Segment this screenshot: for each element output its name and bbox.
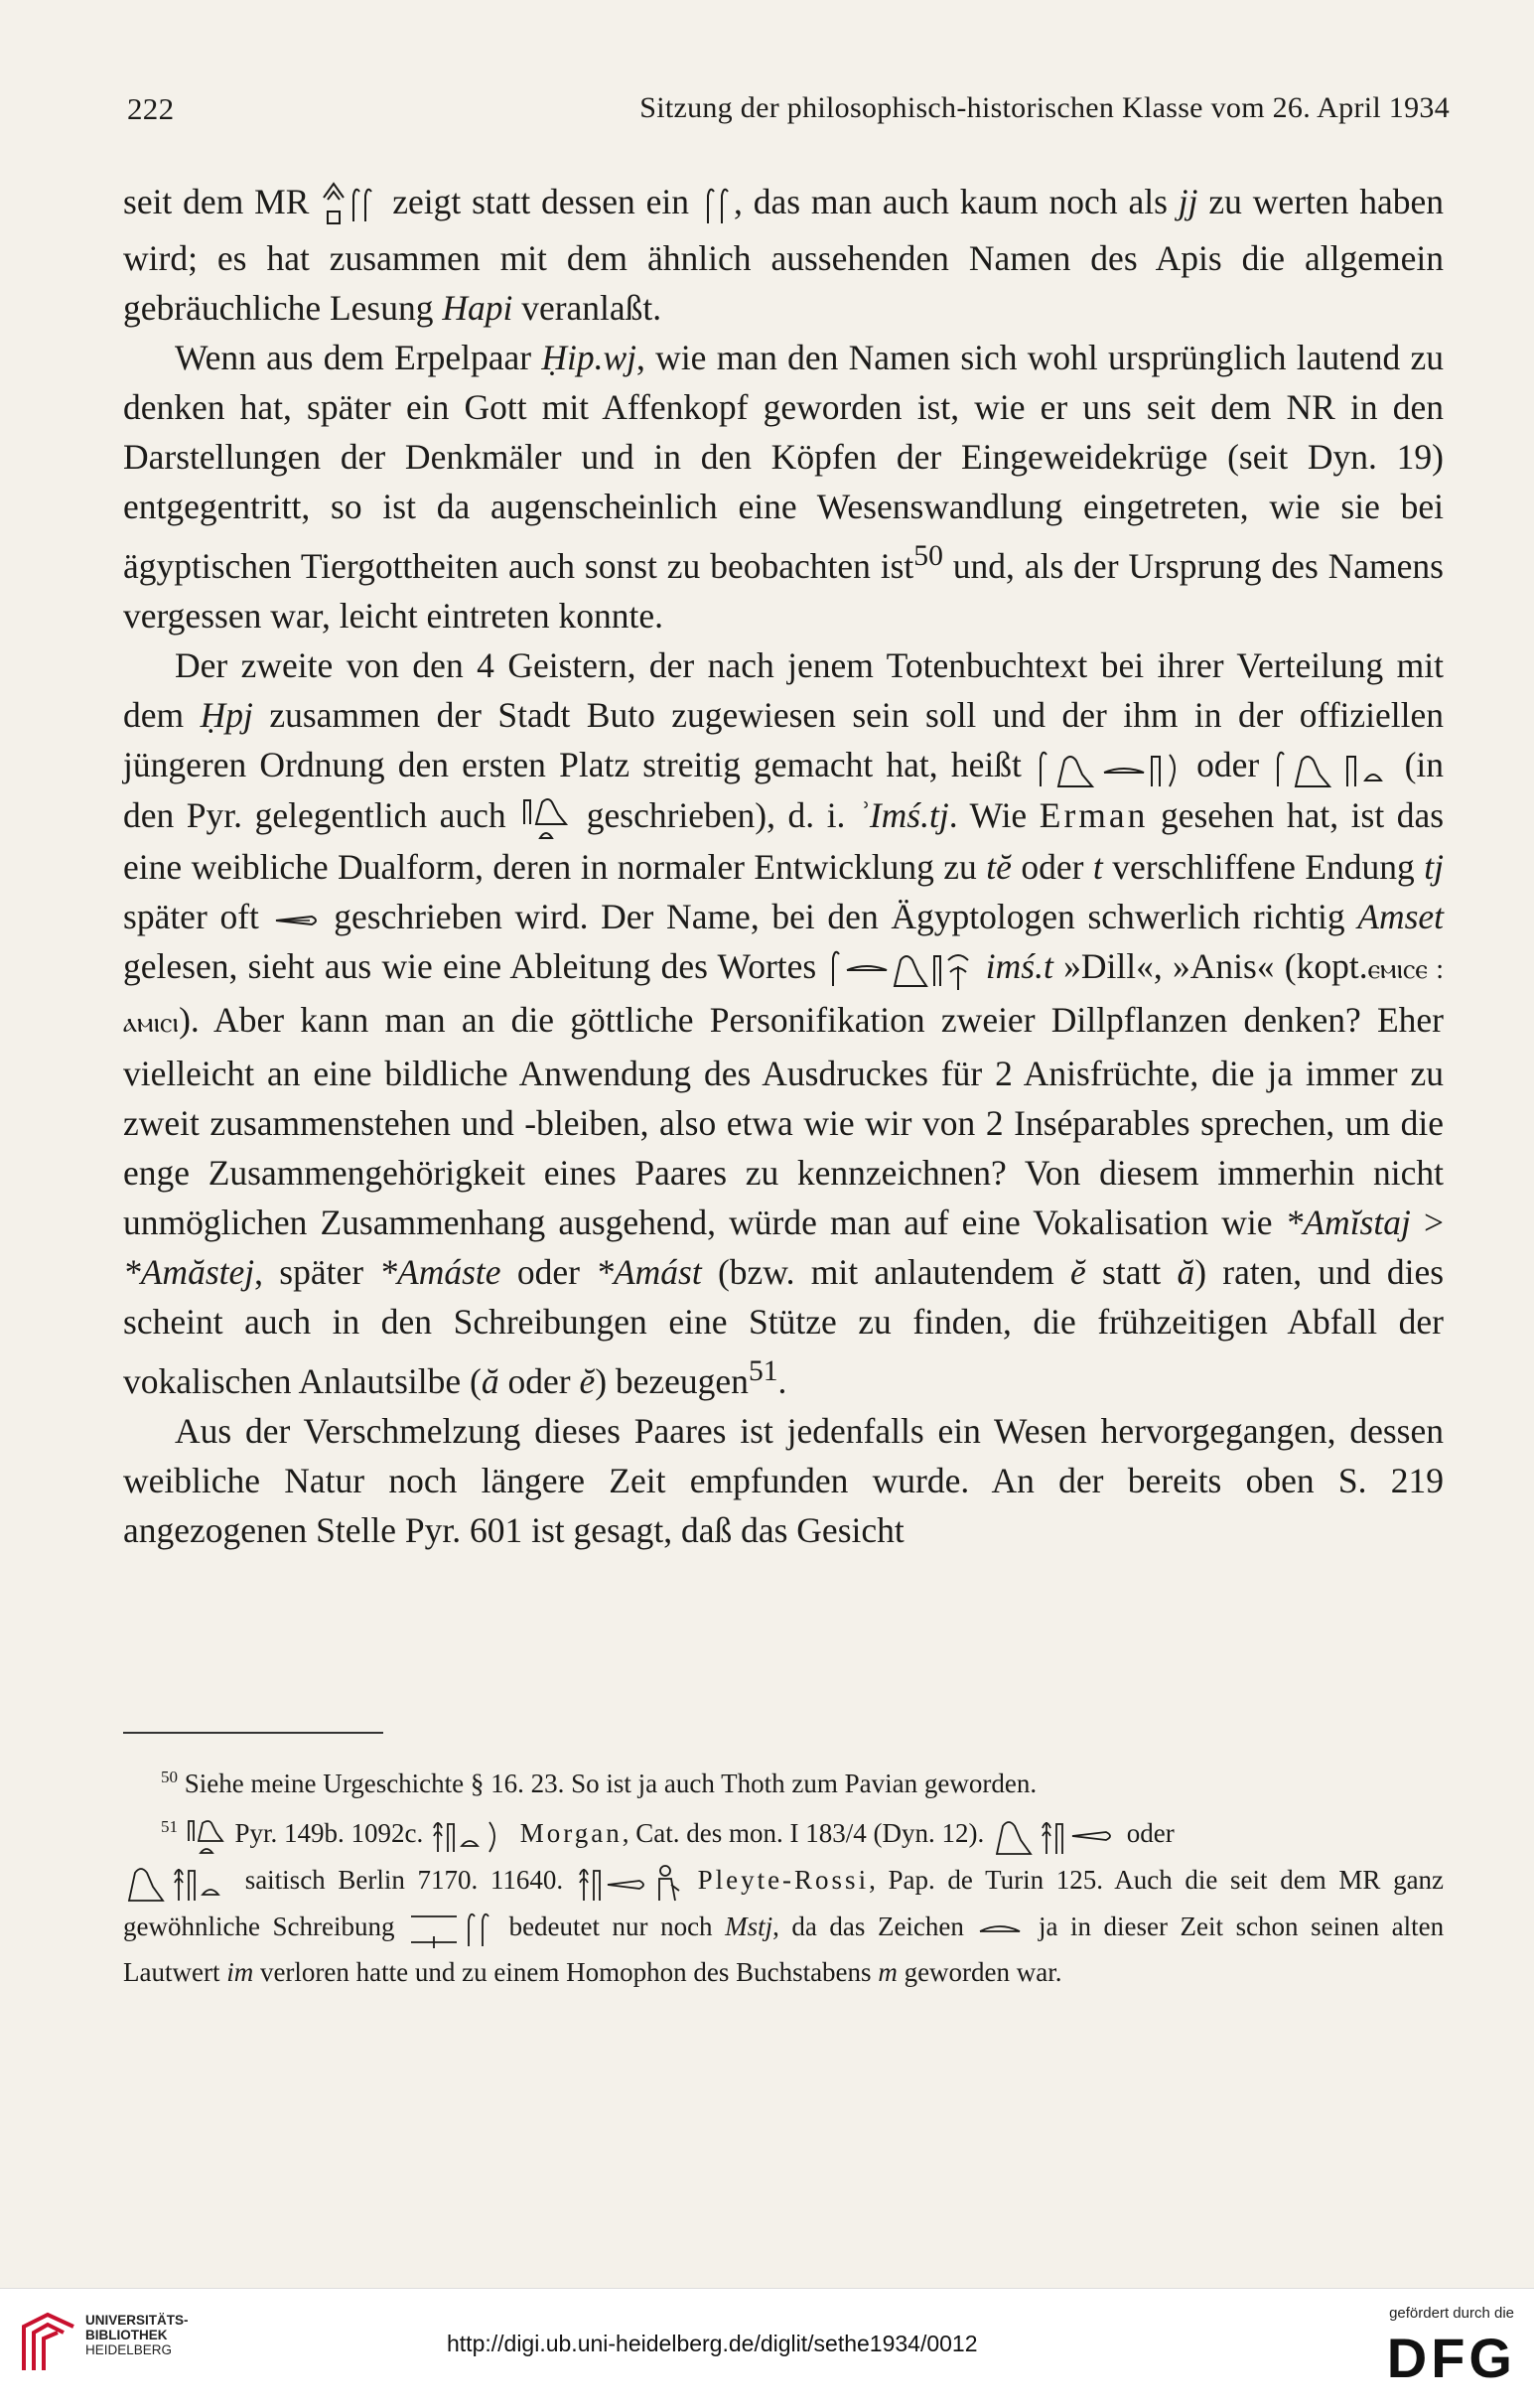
text-span: (in den Pyr. gelegentlich auch [123,744,1445,835]
footnote-text: ja in dieser Zeit schon seinen alten Lautwert [123,1911,1445,1988]
text-span: zeigt statt dessen ein [392,182,690,221]
footnote-text: bedeutet nur noch [508,1911,713,1941]
library-name [85,2313,189,2357]
footnotes [123,1756,1444,1994]
text-span: veranlaßt. [521,287,662,328]
footnote-ref: 50 [913,539,943,572]
text-span: und, als der Ursprung des Namens vergessen war, leicht eintreten konnte. [123,545,1444,636]
main-text [123,177,1444,1555]
text-span: , das man auch kaum noch als [733,182,1168,221]
library-name-line: HEIDELBERG [85,2342,173,2357]
author-name: Pleyte-Rossi [697,1864,870,1895]
italic-term: ʾImś.tj [858,794,949,835]
footnote-number: 51 [161,1817,178,1836]
italic-term: m [878,1957,898,1988]
library-logo-icon [18,2311,79,2376]
hieroglyph-seated-figure-icon [576,1861,685,1905]
text-span: gelesen, sieht aus wie eine Ableitung des Wortes [123,946,817,987]
text-span: , wie man den Namen sich wohl ursprünglich lautend zu denken hat, später ein Gott mit Affenkopf geworden ist, wie er uns seit dem NR in den Darstellungen der Denkmäler und in den Köpfen der Eingeweidekrüge (seit Dyn. 19) entgegentritt, so ist da augenscheinlich eine Wesenswandlung eingetreten, wie sie bei ägyptischen Tiergottheiten auch sonst zu beobachten ist [123,337,1445,586]
text-span: Aus der Verschmelzung dieses Paares ist jedenfalls ein Wesen hervorgegangen, dessen weibliche Natur noch längere Zeit empfunden wurde. An der bereits oben S. 219 angezogenen Stelle Pyr. 601 ist gesagt, daß das Gesicht [123,1411,1444,1551]
italic-term: tj [1424,847,1445,888]
hieroglyph-sickle-reed-icon [407,1907,496,1950]
footer-bar [0,2288,1534,2408]
text-span: seit dem MR [123,182,310,221]
italic-term: *Amást [596,1252,702,1293]
italic-term: ă [481,1361,499,1402]
footnote-text: Siehe meine Urgeschichte § 16. 23. So ist ja auch Thoth zum Pavian geworden. [184,1769,1038,1798]
hieroglyph-sickle-icon [976,1917,1026,1939]
text-span: geschrieben wird. Der Name, bei den Ägyptologen schwerlich richtig [334,897,1345,937]
text-span: ) raten, und dies scheint auch in den Schreibungen eine Stütze zu finden, die frühzeitigen Abfall der vokalischen Anlautsilbe ( [123,1252,1445,1402]
footnote-text: oder [1126,1818,1175,1848]
text-span: > [1423,1203,1445,1243]
hieroglyph-cloth-icon [272,909,322,932]
footnote-text: , Cat. des mon. I 183/4 (Dyn. 12). [622,1818,985,1848]
text-span: . [777,1361,787,1402]
italic-term: imś.t [985,946,1053,987]
footnote-text: , Pap. de Turin 125. Auch die seit dem MR ganz gewöhnliche Schreibung [123,1864,1445,1941]
footnote-rule [123,1732,383,1734]
text-span: gesehen hat, ist das eine weibliche Dualform, deren in normaler Entwicklung zu [123,794,1445,888]
footnote-ref: 51 [748,1355,778,1388]
text-span: geschrieben), d. i. [586,794,846,835]
paragraph-3 [123,640,1444,1407]
italic-term: Hapi [442,287,513,328]
footnote-51 [123,1805,1444,1858]
italic-term: Ḥip.wj [541,337,637,377]
text-span: verschliffene Endung [1112,847,1415,888]
footnote-text: Pyr. 149b. 1092c. [234,1818,424,1848]
hieroglyph-owl-bread-icon [518,794,574,842]
italic-term: im [226,1957,254,1988]
italic-term: t [1092,847,1103,888]
text-span: »Dill«, »Anis« (kopt. [1063,946,1368,987]
dfg-logo: DFG [1386,2327,1516,2389]
dfg-caption: gefördert durch die [1389,2305,1514,2322]
italic-term: *Amáste [379,1252,501,1293]
hieroglyph-owl-group-2-icon [1272,747,1391,790]
coptic-text: ⲉⲙⲓⲥⲉ : ⲁⲙⲓⲥⲓ [123,954,1445,1040]
footnote-51-cont [123,1858,1444,1995]
italic-term: ă [1177,1252,1195,1293]
italic-term: tĕ [986,847,1012,888]
footnote-50 [123,1756,1444,1805]
text-span: oder [1021,847,1084,888]
italic-term: Ḥpj [200,694,253,735]
footnote-text: verloren hatte und zu einem Homophon des Buchstabens [259,1957,872,1988]
page-header [123,91,1450,131]
text-span: später oft [123,897,259,937]
text-span: ). Aber kann man an die göttliche Personifikation zweier Dillpflanzen denken? Eher vielleicht an eine bildliche Anwendung des Ausdruckes für 2 Anisfrüchte, die ja immer zu zweit zusammenstehen und -bleiben, also etwa wie wir von 2 Inséparables sprechen, um die enge Zusammengehörigkeit eines Paares zu kennzeichnen? Von diesem immerhin nicht unmöglichen Zusammenhang ausgehend, würde man auf eine Vokalisation wie [123,1000,1444,1243]
italic-term: *Amăstej [123,1252,255,1293]
hieroglyph-owl-bread-icon [185,1817,228,1855]
text-span: statt [1102,1252,1162,1293]
text-span: Der zweite von den 4 Geistern, der nach jenem Totenbuchtext bei ihrer Verteilung mit dem [123,644,1444,735]
page-number: 222 [127,91,175,126]
text-span: Wenn aus dem Erpelpaar [175,337,532,377]
hieroglyph-seated-group-icon [430,1816,513,1856]
italic-term: Amset [1357,897,1445,937]
italic-term: ĕ [1069,1252,1086,1293]
paragraph-2 [123,333,1444,640]
text-span: , später [254,1252,364,1293]
text-span: zusammen der Stadt Buto zugewiesen sein soll und der ihm in der offiziellen jüngeren Ordnung den ersten Platz streitig gemacht hat, heißt [123,694,1445,784]
library-name-line: BIBLIOTHEK [85,2328,168,2342]
author-name: Morgan [519,1818,623,1848]
italic-term: jj [1178,182,1198,221]
italic-term: ĕ [579,1361,596,1402]
paragraph-1 [123,177,1444,333]
footnote-number: 50 [161,1768,178,1786]
text-span: (bzw. mit anlautendem [717,1252,1054,1293]
hieroglyph-dill-plant-icon [827,946,976,994]
text-span: . Wie [948,794,1028,835]
italic-term: Mstj [725,1911,773,1941]
text-span: ) bezeugen [595,1361,749,1402]
footnote-text: geworden war. [904,1957,1062,1988]
hieroglyph-house-pyramid-icon [320,178,381,233]
hieroglyph-owl-group-icon [1035,747,1184,790]
text-span: zu werten haben wird; es hat zusammen mit dem ähnlich aussehenden Namen des Apis die allgemein gebräuchliche Lesung [123,182,1445,328]
paragraph-4 [123,1406,1444,1555]
text-span: oder [507,1361,571,1402]
hieroglyph-owl-plant-icon [123,1861,232,1905]
source-url[interactable]: http://digi.ub.uni-heidelberg.de/diglit/sethe1934/0012 [447,2331,978,2356]
hieroglyph-owl-cloth-icon [991,1814,1120,1858]
hieroglyph-reed-pair-icon [700,184,734,227]
text-span: oder [1196,744,1260,784]
text-span: oder [516,1252,580,1293]
running-title: Sitzung der philosophisch-historischen Klasse vom 26. April 1934 [639,91,1450,124]
library-name-line: UNIVERSITÄTS- [85,2313,189,2328]
footnote-text: , da das Zeichen [772,1911,964,1941]
author-name: Erman [1039,794,1149,835]
italic-term: *Amĭstaj [1285,1203,1411,1243]
footnote-text: saitisch Berlin 7170. 11640. [244,1864,564,1895]
